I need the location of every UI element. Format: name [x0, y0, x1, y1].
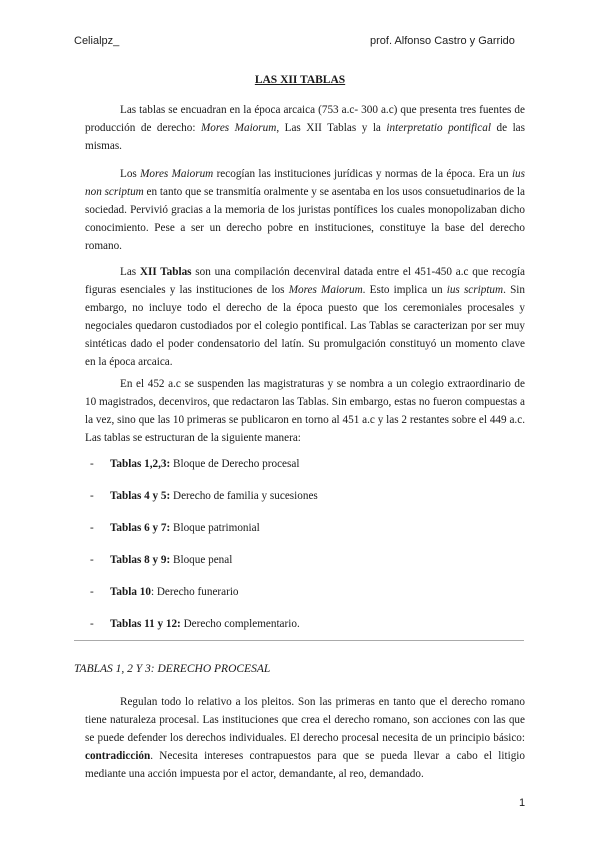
- list-item: - Tablas 1,2,3: Bloque de Derecho procesal: [90, 458, 300, 470]
- paragraph-decenviros: En el 452 a.c se suspenden las magistraturas y se nombra a un colegio extraordinario de 10 magistrados, decenviros, que redactaron las Tablas. Sin embargo, estas no fueron compuestas a la vez, sino que las 10 primeras se publicaron en torno al 451 a.c y las 2 restantes sobre el 449 a.c. Las tablas se estructuran de la siguiente manera:: [85, 378, 525, 444]
- header-professor: prof. Alfonso Castro y Garrido: [370, 35, 515, 47]
- paragraph-intro: Las tablas se encuadran en la época arcaica (753 a.c- 300 a.c) que presenta tres fuentes de producción de derecho: Mores Maiorum, Las XII Tablas y la interpretatio pontifical de las mismas.: [85, 104, 525, 152]
- document-title: LAS XII TABLAS: [254, 74, 346, 86]
- list-item: - Tablas 4 y 5: Derecho de familia y sucesiones: [90, 490, 318, 502]
- list-item: - Tablas 6 y 7: Bloque patrimonial: [90, 522, 260, 534]
- list-item: - Tabla 10: Derecho funerario: [90, 586, 239, 598]
- section-title: TABLAS 1, 2 Y 3: DERECHO PROCESAL: [74, 663, 271, 675]
- paragraph-derecho-procesal: Regulan todo lo relativo a los pleitos. Son las primeras en tanto que el derecho romano tiene naturaleza procesal. Las instituciones que crea el derecho romano, son acciones con las que se puede defender los derechos individuales. El derecho procesal necesita de un principio básico: contradicción. Necesita intereses contrapuestos para que se pueda llevar a cabo el litigio mediante una acción impuesta por el actor, demandante, al reo, demandado.: [85, 696, 525, 780]
- list-item: - Tablas 11 y 12: Derecho complementario.: [90, 618, 300, 630]
- paragraph-xii-tablas: Las XII Tablas son una compilación decenviral datada entre el 451-450 a.c que recogía figuras esenciales y las instituciones de los Mores Maiorum. Esto implica un ius scriptum. Sin embargo, no incluye todo el derecho de la época puesto que los ceremoniales procesales y negociales quedaron custodiados por el colegio pontifical. Las Tablas se caracterizan por ser muy sintéticas dado el poder condensatorio del latín. Su promulgación constituyó un momento clave en la época arcaica.: [85, 266, 526, 368]
- header-author: Celialpz_: [74, 35, 120, 47]
- page-number: 1: [519, 797, 526, 809]
- horizontal-divider: [74, 640, 524, 641]
- paragraph-mores-maiorum: Los Mores Maiorum recogían las instituciones jurídicas y normas de la época. Era un ius non scriptum en tanto que se transmitía oralmente y se asentaba en los usos consuetudinarios de la sociedad. Pervivió gracias a la memoria de los juristas pontífices los cuales monopolizaban dicho conocimiento. Pese a ser un derecho pobre en instituciones, constituye la base del derecho romano.: [85, 168, 526, 252]
- list-item: - Tablas 8 y 9: Bloque penal: [90, 554, 233, 566]
